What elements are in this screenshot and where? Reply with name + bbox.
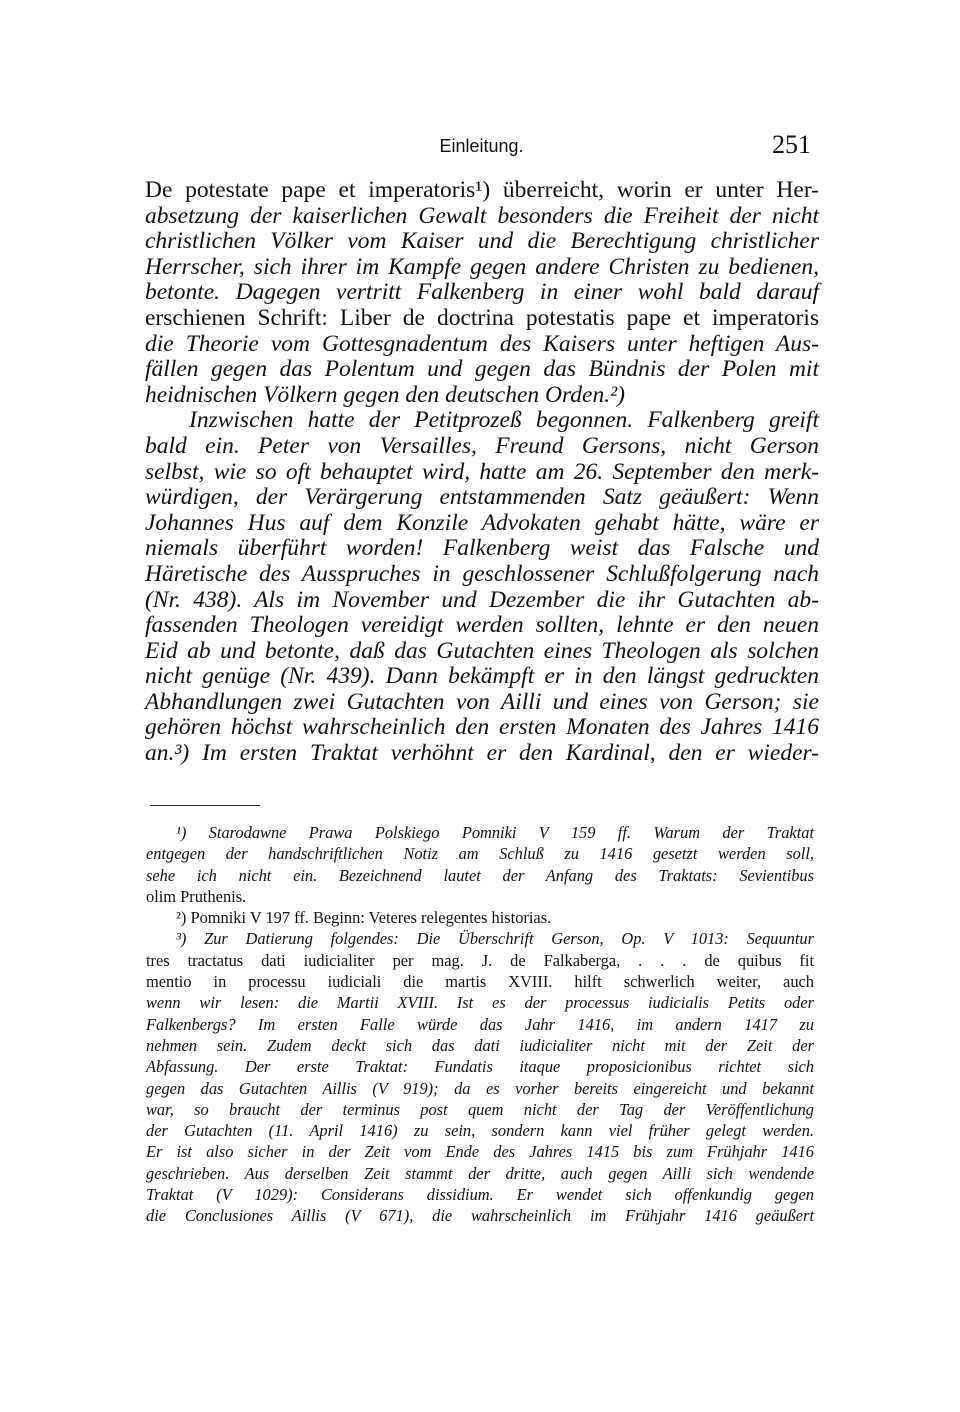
text-line: gehören höchst wahrscheinlich den ersten Monaten des Jahres 1416 xyxy=(145,714,819,741)
text-line: fällen gegen das Polentum und gegen das Bündnis der Polen mit xyxy=(145,356,819,383)
text-line: nicht genüge (Nr. 439). Dann bekämpft er in den längst gedruckten xyxy=(145,663,819,690)
text-line: Eid ab und betonte, daß das Gutachten eines Theologen als solchen xyxy=(145,637,819,664)
text-line: Abhandlungen zwei Gutachten von Ailli und eines von Gerson; sie xyxy=(145,688,819,715)
text-line: Inzwischen hatte der Petitprozeß begonnen. Falkenberg greift xyxy=(189,407,819,434)
text-line: die Theorie vom Gottesgnadentum des Kaisers unter heftigen Aus- xyxy=(145,330,819,357)
footnote-line: Abfassung. Der erste Traktat: Fundatis itaque proposicionibus richtet sich xyxy=(146,1057,814,1077)
running-head: Einleitung. xyxy=(439,136,524,156)
footnote-line: der Gutachten (11. April 1416) zu sein, sondern kann viel früher gelegt werden. xyxy=(146,1121,814,1141)
main-text xyxy=(145,178,819,767)
text-line: Herrscher, sich ihrer im Kampfe gegen andere Christen zu bedienen, xyxy=(145,253,819,280)
footnote-line: Traktat (V 1029): Considerans dissidium. Er wendet sich offenkundig gegen xyxy=(146,1185,814,1205)
text-line: fassenden Theologen vereidigt werden sollten, lehnte er den neuen xyxy=(145,612,819,639)
text-line: absetzung der kaiserlichen Gewalt besonders die Freiheit der nicht xyxy=(145,202,819,229)
footnote-line: gegen das Gutachten Aillis (V 919); da es vorher bereits eingereicht und bekannt xyxy=(146,1078,814,1098)
text-line: niemals überführt worden! Falkenberg weist das Falsche und xyxy=(145,535,819,562)
text-line: erschienen Schrift: Liber de doctrina potestatis pape et imperatoris xyxy=(145,304,819,331)
footnote-line: tres tractatus dati iudicialiter per mag. J. de Falkaberga, . . . de quibus fit xyxy=(146,950,814,970)
text-line: betonte. Dagegen vertritt Falkenberg in einer wohl bald darauf xyxy=(145,279,819,306)
text-line: Johannes Hus auf dem Konzile Advokaten gehabt hätte, wäre er xyxy=(145,509,819,536)
footnote-line: entgegen der handschriftlichen Notiz am Schluß zu 1416 gesetzt werden soll, xyxy=(146,844,814,864)
footnotes xyxy=(146,822,814,1227)
text-line: Häretische des Ausspruches in geschlossener Schlußfolgerung nach xyxy=(145,560,819,587)
footnote-line: war, so braucht der terminus post quem nicht der Tag der Veröffentlichung xyxy=(146,1099,814,1119)
footnote-line: Er ist also sicher in der Zeit vom Ende des Jahres 1415 bis zum Frühjahr 1416 xyxy=(146,1142,814,1162)
footnote-line: Falkenbergs? Im ersten Falle würde das Jahr 1416, im andern 1417 zu xyxy=(146,1014,814,1034)
text-line: bald ein. Peter von Versailles, Freund Gersons, nicht Gerson xyxy=(145,432,819,459)
footnote-line: sehe ich nicht ein. Bezeichnend lautet der Anfang des Traktats: Sevientibus xyxy=(146,865,814,885)
page-header xyxy=(148,130,815,170)
text-line: christlichen Völker vom Kaiser und die Berechtigung christlicher xyxy=(145,228,819,255)
footnote-line: wenn wir lesen: die Martii XVIII. Ist es der processus iudicialis Petits oder xyxy=(146,993,814,1013)
footnote-line: ³) Zur Datierung folgendes: Die Überschrift Gerson, Op. V 1013: Sequuntur xyxy=(176,929,814,949)
footnote-line: ¹) Starodawne Prawa Polskiego Pomniki V 159 ff. Warum der Traktat xyxy=(176,823,814,842)
footnote-line: die Conclusiones Aillis (V 671), die wahrscheinlich im Frühjahr 1416 geäußert xyxy=(146,1206,814,1226)
text-line: an.³) Im ersten Traktat verhöhnt er den Kardinal, den er wieder- xyxy=(145,740,819,767)
footnote-line: olim Pruthenis. xyxy=(146,886,247,906)
footnote-line: nehmen sein. Zudem deckt sich das dati iudicialiter nicht mit der Zeit der xyxy=(146,1035,814,1055)
text-line: würdigen, der Verärgerung entstammenden Satz geäußert: Wenn xyxy=(145,484,819,511)
footnote-separator xyxy=(150,805,260,806)
text-line: (Nr. 438). Als im November und Dezember die ihr Gutachten ab- xyxy=(145,586,819,613)
text-line: De potestate pape et imperatoris¹) überreicht, worin er unter Her- xyxy=(145,177,819,203)
text-line: heidnischen Völkern gegen den deutschen Orden.²) xyxy=(145,381,625,408)
footnote-line: ²) Pomniki V 197 ff. Beginn: Veteres relegentes historias. xyxy=(176,908,552,928)
text-line: selbst, wie so oft behauptet wird, hatte am 26. September den merk- xyxy=(145,458,819,485)
footnote-line: mentio in processu iudiciali die martis XVIII. hilft schwerlich weiter, auch xyxy=(146,972,814,992)
footnote-line: geschrieben. Aus derselben Zeit stammt der dritte, auch gegen Ailli sich wendende xyxy=(146,1163,814,1183)
page-number: 251 xyxy=(772,130,811,159)
